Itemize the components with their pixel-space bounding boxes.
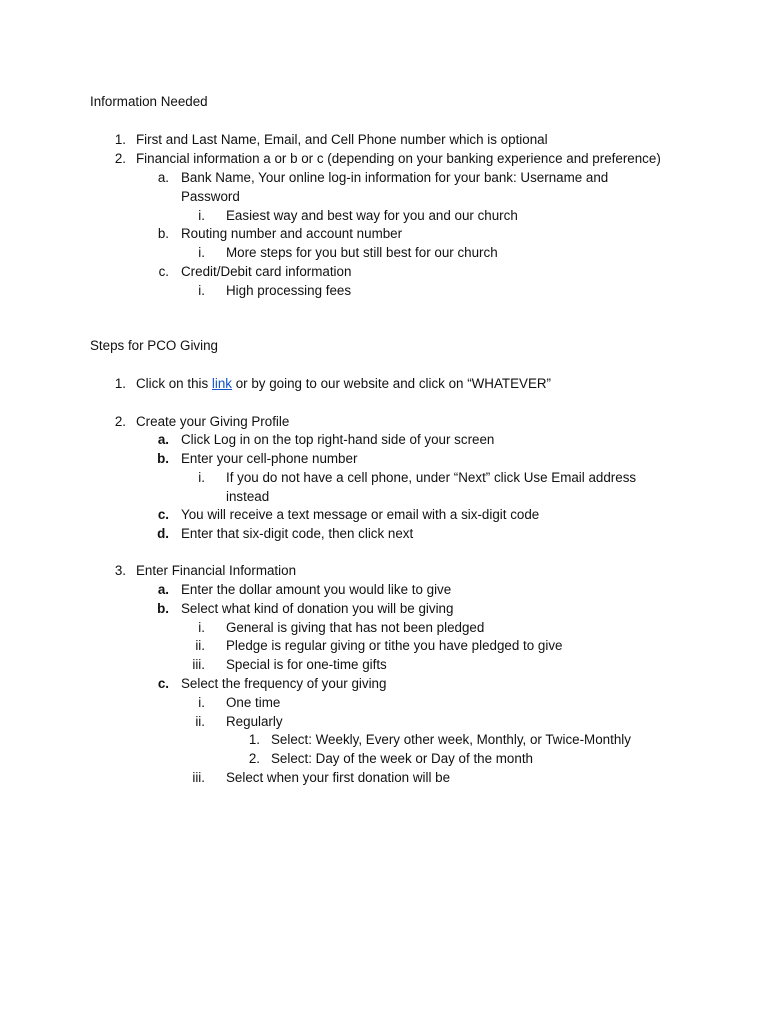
list-item: High processing fees [226,283,352,298]
list-marker: i. [198,245,205,260]
list-item: One time [226,695,281,710]
list-item: Pledge is regular giving or tithe you have pledged to give [226,638,563,653]
list-item: More steps for you but still best for our church [226,245,498,260]
list-marker: 2. [114,414,126,429]
list-item: Regularly [226,714,283,729]
list-marker: ii. [195,638,205,653]
list-marker: 3. [114,563,126,578]
list-marker: d. [157,526,169,541]
list-item: General is giving that has not been pledged [226,620,485,635]
list-marker: a. [157,170,169,185]
list-marker: i. [198,283,205,298]
list-marker: i. [198,620,205,635]
list-item: Credit/Debit card information [181,264,352,279]
list-item: Special is for one-time gifts [226,657,387,672]
list-item: Financial information a or b or c (depending on your banking experience and preference) [136,151,661,166]
section-heading-steps-for-pco-giving: Steps for PCO Giving [90,338,219,353]
list-item: Routing number and account number [181,226,403,241]
list-item: Create your Giving Profile [136,414,290,429]
list-marker: i. [198,208,205,223]
list-marker: a. [157,432,169,447]
list-marker: i. [198,695,205,710]
list-marker: 1. [248,732,260,747]
list-marker: c. [158,264,169,279]
list-item-continuation: Password [181,189,240,204]
list-item: Enter Financial Information [136,563,297,578]
list-marker: iii. [192,770,205,785]
list-item: Select: Day of the week or Day of the month [271,751,533,766]
list-item: You will receive a text message or email with a six-digit code [181,507,540,522]
list-marker: 1. [114,376,126,391]
list-item: Select what kind of donation you will be giving [181,601,454,616]
list-item: Select: Weekly, Every other week, Monthly, or Twice-Monthly [271,732,631,747]
list-item: Enter your cell-phone number [181,451,358,466]
list-marker: b. [157,226,169,241]
list-item-continuation: instead [226,489,270,504]
step-text-after-link: or by going to our website and click on “WHATEVER” [232,376,552,391]
list-marker: a. [157,582,169,597]
list-marker: c. [157,676,169,691]
list-item [136,376,551,392]
list-item: If you do not have a cell phone, under “Next” click Use Email address [226,470,637,485]
list-marker: i. [198,470,205,485]
list-item: Select the frequency of your giving [181,676,387,691]
list-item: Bank Name, Your online log-in information for your bank: Username and [181,170,609,185]
list-marker: iii. [192,657,205,672]
list-item: Easiest way and best way for you and our church [226,208,518,223]
list-item: Click Log in on the top right-hand side of your screen [181,432,495,447]
list-item: Select when your first donation will be [226,770,451,785]
list-item: Enter the dollar amount you would like to give [181,582,452,597]
list-item: Enter that six-digit code, then click next [181,526,414,541]
list-item: First and Last Name, Email, and Cell Phone number which is optional [136,132,548,147]
list-marker: b. [157,601,169,616]
list-marker: c. [157,507,169,522]
list-marker: 2. [248,751,260,766]
list-marker: 2. [114,151,126,166]
giving-link[interactable]: link [211,376,232,391]
list-marker: b. [157,451,169,466]
step-text-before-link: Click on this [136,376,212,391]
list-marker: 1. [114,132,126,147]
section-heading-information-needed: Information Needed [90,94,208,109]
list-marker: ii. [195,714,205,729]
